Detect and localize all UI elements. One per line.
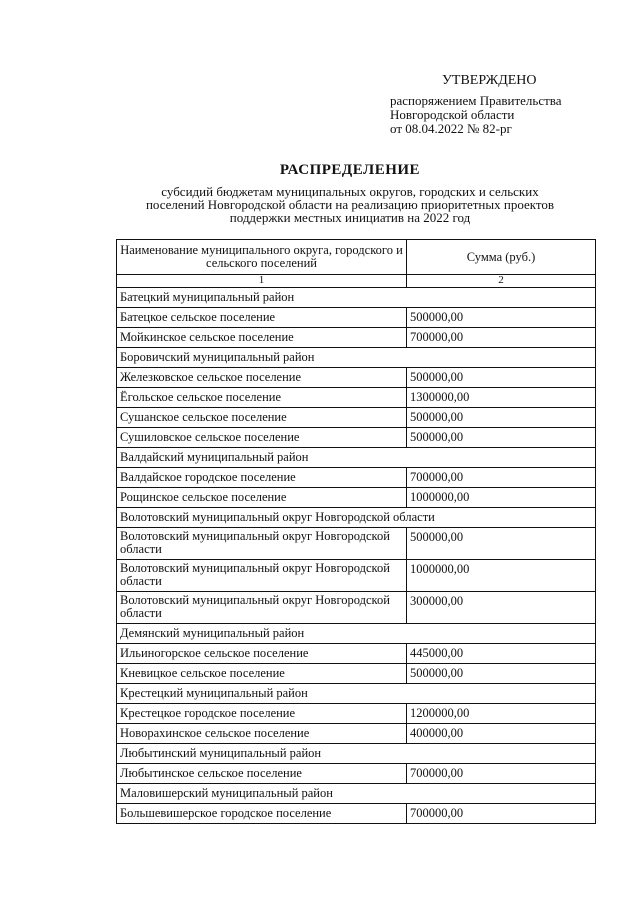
district-name: Любытинский муниципальный район xyxy=(117,744,596,764)
settlement-sum: 300000,00 xyxy=(406,592,595,624)
settlement-name: Рощинское сельское поселение xyxy=(117,488,407,508)
settlement-name: Железковское сельское поселение xyxy=(117,368,407,388)
settlement-row xyxy=(117,560,596,592)
approval-heading: УТВЕРЖДЕНО xyxy=(442,73,537,88)
settlement-name: Валдайское городское поселение xyxy=(117,468,407,488)
document-subtitle-line-3: поддержки местных инициатив на 2022 год xyxy=(229,210,471,225)
district-name: Боровичский муниципальный район xyxy=(117,348,596,368)
document-title: РАСПРЕДЕЛЕНИЕ xyxy=(279,162,421,178)
settlement-sum: 700000,00 xyxy=(406,328,595,348)
approval-line-3: от 08.04.2022 № 82-рг xyxy=(390,121,512,136)
settlement-name: Сушиловское сельское поселение xyxy=(117,428,407,448)
district-name: Маловишерский муниципальный район xyxy=(117,784,596,804)
table-header-row xyxy=(117,240,596,275)
settlement-row xyxy=(117,704,596,724)
settlement-sum: 1200000,00 xyxy=(406,704,595,724)
settlement-sum: 445000,00 xyxy=(406,644,595,664)
settlement-name: Волотовский муниципальный округ Новгородской области xyxy=(117,560,407,592)
document-subtitle-line-2: поселений Новгородской области на реализацию приоритетных проектов xyxy=(145,197,555,212)
settlement-name: Волотовский муниципальный округ Новгородской области xyxy=(117,528,407,560)
settlement-sum: 500000,00 xyxy=(406,664,595,684)
document-heading xyxy=(100,162,600,224)
settlement-row xyxy=(117,804,596,824)
settlement-sum: 700000,00 xyxy=(406,764,595,784)
district-name: Батецкий муниципальный район xyxy=(117,288,596,308)
header-name: Наименование муниципального округа, городского и сельского поселений xyxy=(117,240,407,275)
district-row xyxy=(117,624,596,644)
settlement-sum: 1300000,00 xyxy=(406,388,595,408)
district-name: Волотовский муниципальный округ Новгородской области xyxy=(117,508,596,528)
settlement-name: Ёгольское сельское поселение xyxy=(117,388,407,408)
settlement-row xyxy=(117,724,596,744)
settlement-name: Ильиногорское сельское поселение xyxy=(117,644,407,664)
settlement-row xyxy=(117,592,596,624)
settlement-name: Любытинское сельское поселение xyxy=(117,764,407,784)
settlement-row xyxy=(117,388,596,408)
table-body xyxy=(117,288,596,824)
settlement-row xyxy=(117,488,596,508)
settlement-row xyxy=(117,308,596,328)
settlement-sum: 500000,00 xyxy=(406,368,595,388)
settlement-sum: 1000000,00 xyxy=(406,488,595,508)
header-sum: Сумма (руб.) xyxy=(406,240,595,275)
district-row xyxy=(117,448,596,468)
approval-line-2: Новгородской области xyxy=(390,107,515,122)
approval-line-1: распоряжением Правительства xyxy=(390,93,562,108)
column-number-2: 2 xyxy=(406,275,595,288)
distribution-table xyxy=(116,239,596,824)
settlement-name: Мойкинское сельское поселение xyxy=(117,328,407,348)
column-number-1: 1 xyxy=(117,275,407,288)
settlement-sum: 700000,00 xyxy=(406,804,595,824)
settlement-sum: 500000,00 xyxy=(406,528,595,560)
settlement-name: Крестецкое городское поселение xyxy=(117,704,407,724)
settlement-name: Кневицкое сельское поселение xyxy=(117,664,407,684)
settlement-name: Сушанское сельское поселение xyxy=(117,408,407,428)
settlement-row xyxy=(117,368,596,388)
settlement-row xyxy=(117,468,596,488)
settlement-row xyxy=(117,328,596,348)
settlement-sum: 1000000,00 xyxy=(406,560,595,592)
settlement-name: Волотовский муниципальный округ Новгородской области xyxy=(117,592,407,624)
approval-stamp xyxy=(390,74,620,136)
settlement-row xyxy=(117,644,596,664)
district-row xyxy=(117,744,596,764)
document-subtitle-line-1: субсидий бюджетам муниципальных округов, городских и сельских xyxy=(161,184,539,199)
settlement-sum: 500000,00 xyxy=(406,308,595,328)
settlement-name: Новорахинское сельское поселение xyxy=(117,724,407,744)
settlement-row xyxy=(117,664,596,684)
district-name: Демянский муниципальный район xyxy=(117,624,596,644)
settlement-sum: 400000,00 xyxy=(406,724,595,744)
settlement-sum: 700000,00 xyxy=(406,468,595,488)
settlement-name: Большевишерское городское поселение xyxy=(117,804,407,824)
district-row xyxy=(117,288,596,308)
district-row xyxy=(117,784,596,804)
settlement-row xyxy=(117,408,596,428)
district-name: Валдайский муниципальный район xyxy=(117,448,596,468)
settlement-row xyxy=(117,528,596,560)
district-row xyxy=(117,508,596,528)
district-row xyxy=(117,684,596,704)
district-name: Крестецкий муниципальный район xyxy=(117,684,596,704)
settlement-sum: 500000,00 xyxy=(406,428,595,448)
settlement-row xyxy=(117,764,596,784)
district-row xyxy=(117,348,596,368)
settlement-name: Батецкое сельское поселение xyxy=(117,308,407,328)
column-number-row xyxy=(117,275,596,288)
settlement-sum: 500000,00 xyxy=(406,408,595,428)
settlement-row xyxy=(117,428,596,448)
